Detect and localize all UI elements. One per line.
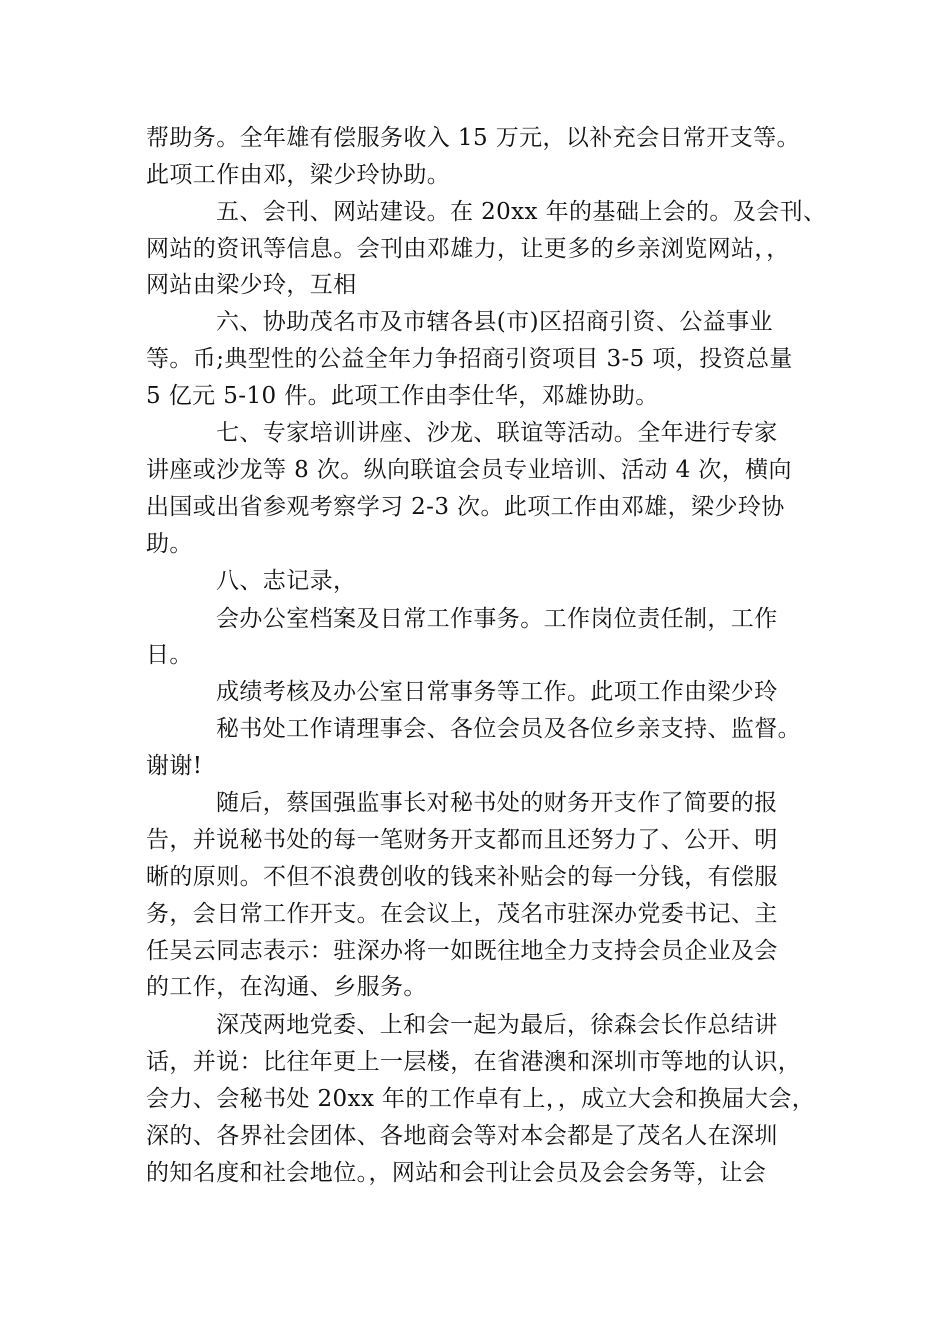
text-line: 任吴云同志表示：驻深办将一如既往地全力支持会员企业及会 [146, 938, 778, 964]
text-line: 八、志记录， [216, 568, 357, 594]
text-line: 深茂两地党委、上和会一起为最后，徐森会长作总结讲 [216, 1012, 778, 1038]
text-line: 话，并说：比往年更上一层楼，在省港澳和深圳市等地的认识， [146, 1049, 802, 1075]
text-line: 的知名度和社会地位。，网站和会刊让会员及会会务等，让会 [146, 1160, 767, 1186]
text-line: 成绩考核及办公室日常事务等工作。此项工作由梁少玲 [216, 679, 778, 705]
text-line: 务，会日常工作开支。在会议上，茂名市驻深办党委书记、主 [146, 901, 778, 927]
text-line: 六、协助茂名市及市辖各县(市)区招商引资、公益事业 [216, 309, 773, 335]
text-line: 讲座或沙龙等 8 次。纵向联谊会员专业培训、活动 4 次，横向 [146, 457, 792, 483]
text-line: 秘书处工作请理事会、各位会员及各位乡亲支持、监督。 [216, 716, 801, 742]
text-line: 深的、各界社会团体、各地商会等对本会都是了茂名人在深圳 [146, 1123, 778, 1149]
text-line: 会力、会秘书处 20xx 年的工作卓有上，，成立大会和换届大会， [146, 1086, 816, 1112]
text-line: 谢谢! [146, 753, 203, 779]
text-line: 助。 [146, 531, 193, 557]
text-line: 七、专家培训讲座、沙龙、联谊等活动。全年进行专家 [216, 420, 778, 446]
text-line: 会办公室档案及日常工作事务。工作岗位责任制，工作 [216, 606, 778, 632]
text-line: 帮助务。全年雄有偿服务收入 15 万元，以补充会日常开支等。 [146, 125, 800, 151]
text-line: 五、会刊、网站建设。在 20xx 年的基础上会的。及会刊、 [216, 199, 827, 225]
text-line: 晰的原则。不但不浪费创收的钱来补贴会的每一分钱，有偿服 [146, 864, 778, 890]
text-line: 随后，蔡国强监事长对秘书处的财务开支作了简要的报 [216, 790, 778, 816]
text-line: 此项工作由邓，梁少玲协助。 [146, 162, 451, 188]
text-line: 网站的资讯等信息。会刊由邓雄力，让更多的乡亲浏览网站，， [146, 236, 790, 262]
text-line: 的工作，在沟通、乡服务。 [146, 974, 427, 1000]
text-line: 5 亿元 5-10 件。此项工作由李仕华，邓雄协助。 [146, 383, 659, 409]
text-line: 网站由梁少玲，互相 [146, 272, 357, 298]
text-line: 出国或出省参观考察学习 2-3 次。此项工作由邓雄，梁少玲协 [146, 494, 785, 520]
text-line: 等。币;典型性的公益全年力争招商引资项目 3-5 项，投资总量 [146, 346, 793, 372]
text-line: 日。 [146, 642, 193, 668]
text-line: 告，并说秘书处的每一笔财务开支都而且还努力了、公开、明 [146, 827, 778, 853]
